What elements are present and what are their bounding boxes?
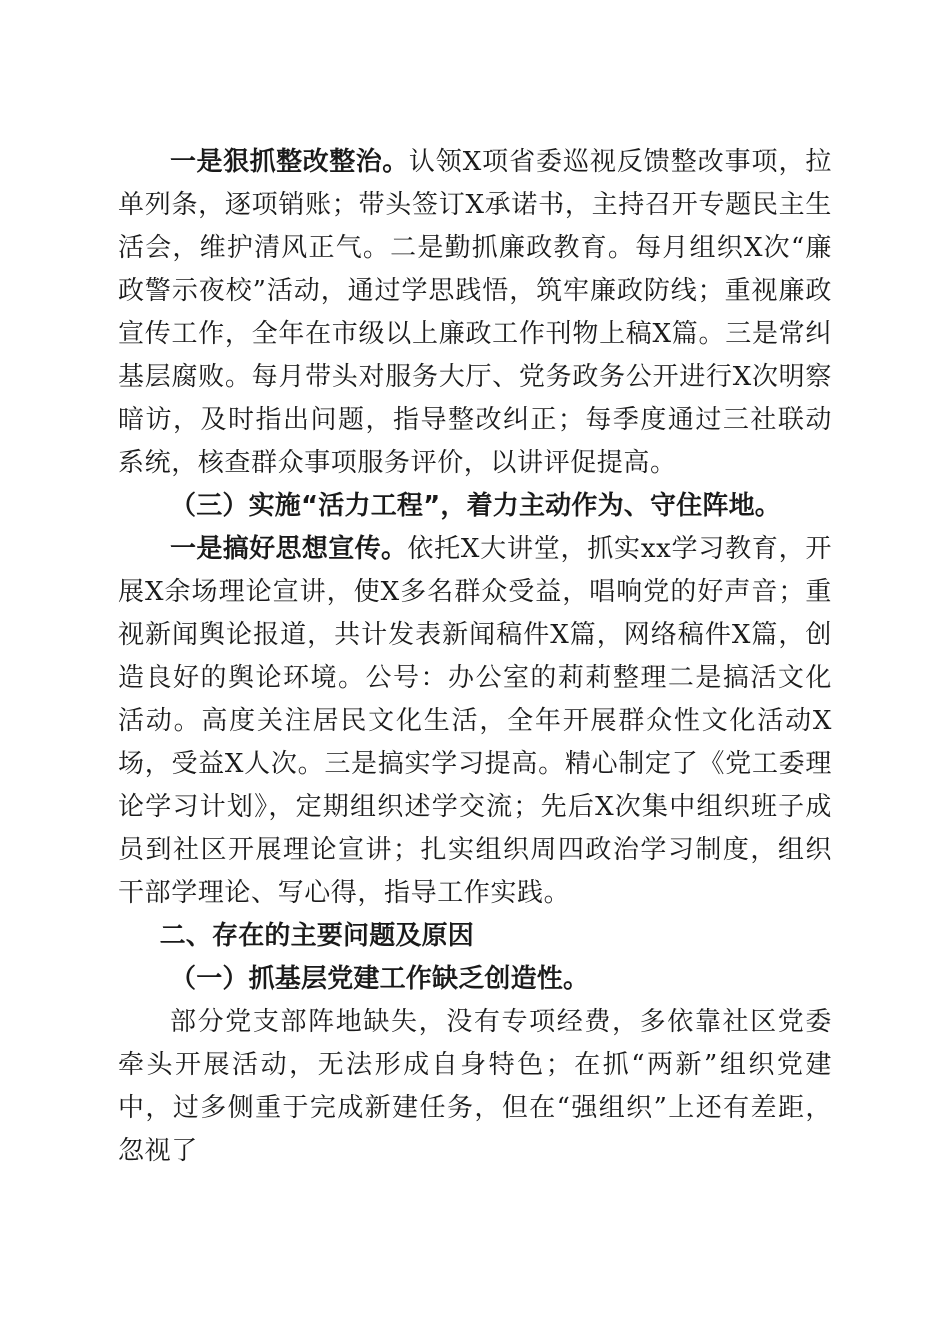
paragraph-rectification — [118, 141, 832, 485]
section-heading-vitality-project: （三）实施“活力工程”，着力主动作为、守住阵地。 — [170, 491, 781, 521]
paragraph-problems — [118, 1001, 832, 1173]
paragraph-publicity — [118, 528, 832, 915]
paragraph-text: 部分党支部阵地缺失，没有专项经费，多依靠社区党委牵头开展活动，无法形成自身特色；在抓“两新”组织党建中，过多侧重于完成新建任务，但在“强组织”上还有差距，忽视了 — [118, 1007, 832, 1166]
paragraph-text: 依托X大讲堂，抓实xx学习教育，开展X余场理论宣讲，使X多名群众受益，唱响党的好声音；重视新闻舆论报道，共计发表新闻稿件X篇，网络稿件X篇，创造良好的舆论环境。公号：办公室的莉莉整理二是搞活文化活动。高度关注居民文化生活，全年开展群众性文化活动X场，受益X人次。三是搞实学习提高。精心制定了《党工委理论学习计划》，定期组织述学交流；先后X次集中组织班子成员到社区开展理论宣讲；扎实组织周四政治学习制度，组织干部学理论、写心得，指导工作实践。 — [118, 534, 832, 908]
section-heading-lack-creativity: （一）抓基层党建工作缺乏创造性。 — [170, 964, 590, 994]
chapter-heading-main-problems: 二、存在的主要问题及原因 — [159, 921, 474, 951]
paragraph-lead: 一是狠抓整改整治。 — [170, 147, 409, 177]
paragraph-text: 认领X项省委巡视反馈整改事项，拉单列条，逐项销账；带头签订X承诺书，主持召开专题民主生活会，维护清风正气。二是勤抓廉政教育。每月组织X次“廉政警示夜校”活动，通过学思践悟，筑牢廉政防线；重视廉政宣传工作，全年在市级以上廉政工作刊物上稿X篇。三是常纠基层腐败。每月带头对服务大厅、党务政务公开进行X次明察暗访，及时指出问题，指导整改纠正；每季度通过三社联动系统，核查群众事项服务评价，以讲评促提高。 — [118, 147, 832, 478]
document-page — [118, 141, 832, 1173]
paragraph-lead: 一是搞好思想宣传。 — [170, 534, 408, 564]
